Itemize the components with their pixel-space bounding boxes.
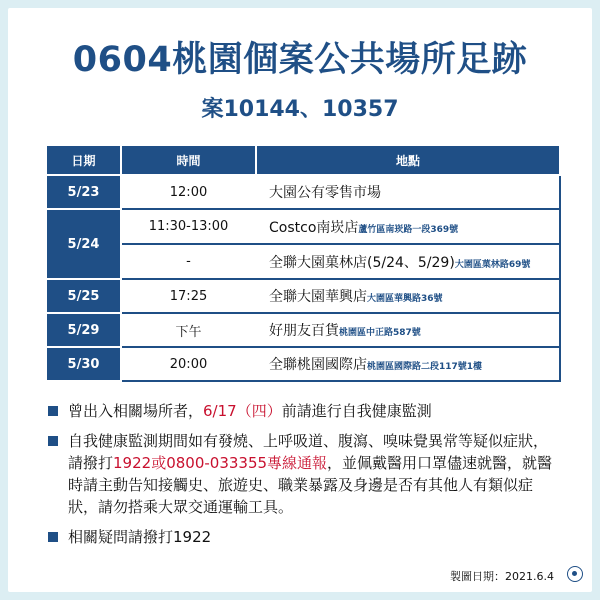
monitoring-deadline: 6/17（四） — [203, 402, 282, 420]
table-header-row — [46, 145, 560, 175]
place-address: 大園區菓林路69號 — [454, 259, 531, 270]
place-address: 蘆竹區南崁路一段369號 — [358, 224, 459, 235]
place-name: 全聯大園華興店 — [269, 289, 367, 305]
row-place — [256, 175, 560, 209]
page-title: 0604桃園個案公共場所足跡 — [72, 40, 528, 80]
row-date: 5/25 — [46, 279, 121, 313]
row-date: 5/23 — [46, 175, 121, 209]
row-place — [256, 244, 560, 279]
row-date: 5/24 — [46, 209, 121, 279]
square-bullet-icon — [48, 406, 58, 416]
place-name: Costco南崁店 — [269, 219, 359, 236]
row-time: 12:00 — [121, 175, 256, 209]
place-address: 桃園區國際路二段117號1樓 — [367, 362, 483, 372]
table-row — [46, 175, 560, 209]
row-time: 下午 — [121, 313, 256, 347]
table-row — [46, 209, 560, 244]
notes-section — [46, 400, 561, 556]
table-row — [46, 347, 560, 381]
place-name: 大園公有零售市場 — [269, 185, 381, 201]
row-time: 17:25 — [121, 279, 256, 313]
header-date: 日期 — [46, 145, 121, 175]
hotline-numbers: 1922或0800-033355專線通報 — [113, 454, 328, 472]
note-symptoms: 自我健康監測期間如有發燒、上呼吸道、腹瀉、嗅味覺異常等疑似症狀，請撥打1922或0800-033355專線通報，並佩戴醫用口罩儘速就醫，就醫時請主動告知接觸史、旅遊史、職業暴露及身邊是否有其他人有類似症狀，請勿搭乘大眾交通運輸工具。 — [46, 430, 561, 518]
row-place — [256, 347, 560, 381]
row-time: 20:00 — [121, 347, 256, 381]
note-inquiries: 相關疑問請撥打1922 — [46, 526, 561, 548]
row-place — [256, 279, 560, 313]
header-place: 地點 — [256, 145, 560, 175]
row-place — [256, 313, 560, 347]
page-subtitle: 案10144、10357 — [201, 97, 399, 122]
table-row — [46, 244, 560, 279]
government-seal-icon — [567, 566, 583, 582]
place-address: 大園區華興路36號 — [367, 294, 443, 304]
place-name: 全聯大園菓林店(5/24、5/29) — [269, 254, 455, 271]
row-place — [256, 209, 560, 244]
row-time: - — [121, 244, 256, 279]
production-date: 製圖日期：2021.6.4 — [450, 570, 554, 583]
place-name: 全聯桃園國際店 — [269, 357, 367, 373]
table-row — [46, 279, 560, 313]
square-bullet-icon — [48, 532, 58, 542]
header-time: 時間 — [121, 145, 256, 175]
table-row — [46, 313, 560, 347]
row-date: 5/30 — [46, 347, 121, 381]
note-self-monitoring: 曾出入相關場所者，6/17（四）前請進行自我健康監測 — [46, 400, 561, 422]
place-address: 桃園區中正路587號 — [339, 328, 421, 338]
footprint-table — [45, 144, 561, 382]
place-name: 好朋友百貨 — [269, 323, 339, 339]
row-time: 11:30-13:00 — [121, 209, 256, 244]
row-date: 5/29 — [46, 313, 121, 347]
square-bullet-icon — [48, 436, 58, 446]
